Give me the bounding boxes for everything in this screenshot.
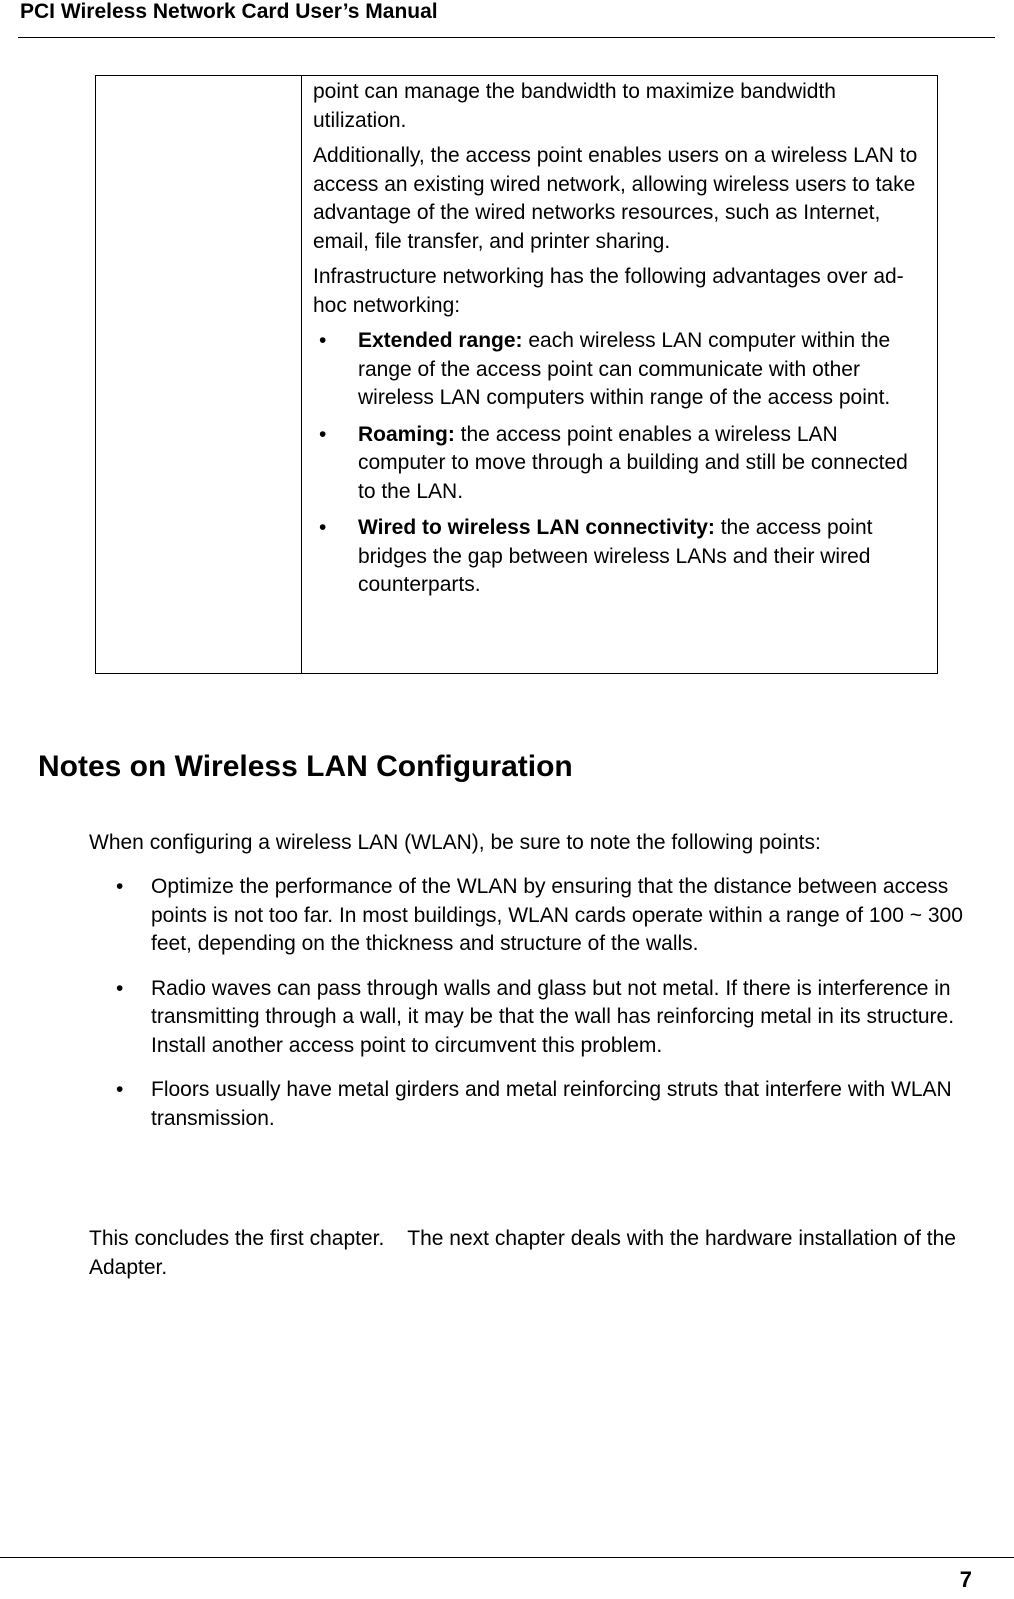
note-item xyxy=(89,975,984,1061)
table-paragraph: point can manage the bandwidth to maximize bandwidth utilization. xyxy=(313,80,836,132)
bullet-icon: • xyxy=(319,516,327,539)
note-text: Floors usually have metal girders and metal reinforcing struts that interfere with WLAN transmission. xyxy=(151,1078,952,1130)
advantage-term: Wired to wireless LAN connectivity: xyxy=(358,516,715,539)
table-description-cell xyxy=(313,78,929,608)
advantage-item xyxy=(313,514,929,600)
note-item xyxy=(89,1076,984,1133)
bullet-icon: • xyxy=(116,1078,124,1101)
advantage-text: the access point enables a wireless LAN computer to move through a building and still be connected to the LAN. xyxy=(358,422,908,503)
bullet-icon: • xyxy=(319,422,327,446)
advantage-text: each wireless LAN computer within the range of the access point can communicate with other wireless LAN computers within range of the access point. xyxy=(358,329,891,409)
note-item xyxy=(89,873,984,959)
header-divider xyxy=(18,37,995,38)
chapter-conclusion: This concludes the first chapter. The next chapter deals with the hardware installation of the Adapter. xyxy=(89,1227,961,1279)
note-text: Radio waves can pass through walls and glass but not metal. If there is interference in transmitting through a wall, it may be that the wall has reinforcing metal in its structure. Install another access point to circumvent this problem. xyxy=(151,976,955,1057)
advantage-text: the access point bridges the gap between wireless LANs and their wired counterparts. xyxy=(358,516,873,596)
section-intro: When configuring a wireless LAN (WLAN), be sure to note the following points: xyxy=(89,831,821,854)
bullet-icon: • xyxy=(116,976,124,1000)
advantage-item xyxy=(313,421,929,507)
advantage-term: Extended range: xyxy=(358,329,523,352)
configuration-notes-list xyxy=(89,873,984,1149)
table-paragraph: Additionally, the access point enables users on a wireless LAN to access an existing wired network, allowing wireless users to take advantage of the wired networks resources, such as Internet, email, file transfer, and printer sharing. xyxy=(313,144,918,253)
footer-divider xyxy=(0,1557,1014,1558)
advantage-term: Roaming: xyxy=(358,422,455,446)
table-column-divider xyxy=(301,76,302,673)
bullet-icon: • xyxy=(116,875,124,898)
table-paragraph: Infrastructure networking has the following advantages over ad-hoc networking: xyxy=(313,265,904,317)
note-text: Optimize the performance of the WLAN by ensuring that the distance between access points is not too far. In most buildings, WLAN cards operate within a range of 100 ~ 300 feet, depending on the thickness and structure of the walls. xyxy=(151,875,963,955)
advantage-item xyxy=(313,327,929,413)
infrastructure-table xyxy=(95,75,938,674)
section-heading: Notes on Wireless LAN Configuration xyxy=(38,750,573,783)
page-header-title: PCI Wireless Network Card User’s Manual xyxy=(20,0,438,23)
advantages-list xyxy=(313,327,929,600)
page-number: 7 xyxy=(959,1567,972,1592)
bullet-icon: • xyxy=(319,329,327,352)
